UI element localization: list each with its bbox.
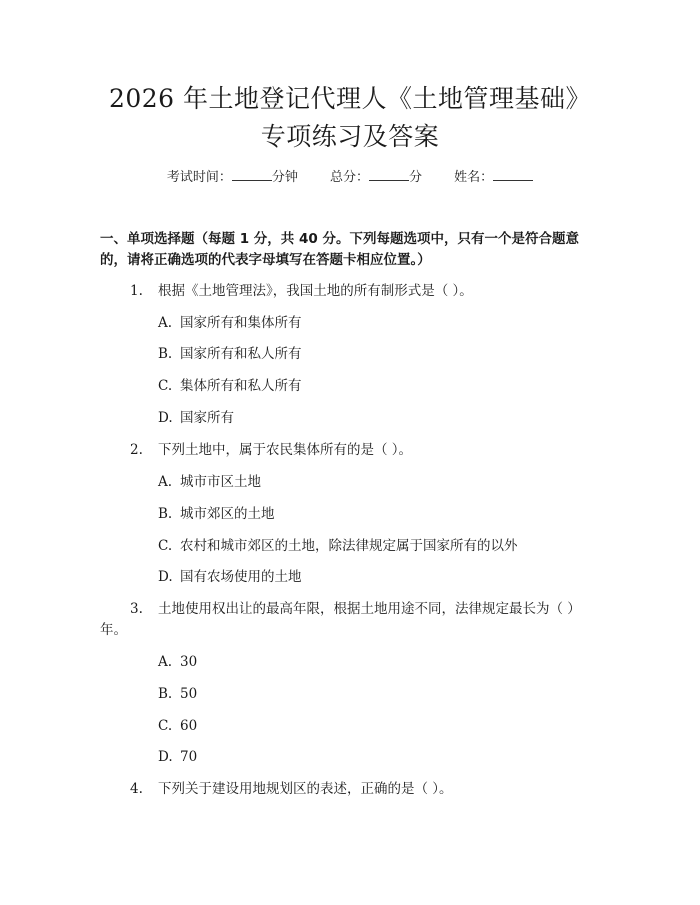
option-text: 国家所有和集体所有 xyxy=(180,315,302,331)
name-label: 姓名： xyxy=(454,170,494,185)
exam-time-unit: 分钟 xyxy=(271,170,298,185)
question-1-option-c xyxy=(158,376,598,397)
option-text: 30 xyxy=(180,654,198,670)
page-title: 2026 年土地登记代理人《土地管理基础》专项练习及答案 xyxy=(108,84,592,151)
option-letter: A. xyxy=(158,474,173,490)
option-text: 60 xyxy=(180,718,198,734)
question-2 xyxy=(100,440,600,461)
section-heading: 一、单项选择题（每题 1 分，共 40 分。下列每题选项中，只有一个是符合题意的，请将正确选项的代表字母填写在答题卡相应位置。） xyxy=(100,231,579,268)
option-letter: B. xyxy=(158,506,173,522)
total-score-blank xyxy=(369,168,409,181)
option-text: 城市郊区的土地 xyxy=(180,506,275,522)
name-field xyxy=(454,170,533,185)
option-letter: D. xyxy=(158,569,173,585)
exam-time-field xyxy=(167,170,298,185)
option-text: 农村和城市郊区的土地，除法律规定属于国家所有的以外 xyxy=(180,538,518,554)
question-number: 3. xyxy=(130,601,143,617)
question-3-option-a xyxy=(158,652,598,673)
question-1-option-a xyxy=(158,313,598,334)
question-2-option-c xyxy=(158,536,598,557)
exam-meta xyxy=(0,168,700,188)
question-1-option-d xyxy=(158,408,598,429)
option-text: 集体所有和私人所有 xyxy=(180,378,302,394)
question-3-option-b xyxy=(158,684,598,705)
question-3 xyxy=(100,599,600,641)
option-text: 城市市区土地 xyxy=(180,474,261,490)
question-3-option-d xyxy=(158,747,598,768)
question-4 xyxy=(100,779,600,800)
option-letter: C. xyxy=(158,538,173,554)
name-blank xyxy=(493,168,533,181)
question-text: 根据《土地管理法》，我国土地的所有制形式是（ ）。 xyxy=(158,283,473,299)
option-text: 50 xyxy=(180,686,198,702)
question-number: 4. xyxy=(130,781,143,797)
option-text: 国有农场使用的土地 xyxy=(180,569,302,585)
question-text: 下列土地中，属于农民集体所有的是（ ）。 xyxy=(158,442,413,458)
exam-time-blank xyxy=(232,168,272,181)
question-2-option-a xyxy=(158,472,598,493)
question-3-option-c xyxy=(158,716,598,737)
option-letter: A. xyxy=(158,315,173,331)
question-2-option-b xyxy=(158,504,598,525)
option-letter: B. xyxy=(158,686,173,702)
option-text: 70 xyxy=(180,749,198,765)
option-text: 国家所有和私人所有 xyxy=(180,346,302,362)
option-text: 国家所有 xyxy=(180,410,234,426)
option-letter: D. xyxy=(158,410,173,426)
question-2-option-d xyxy=(158,567,598,588)
total-score-label: 总分： xyxy=(329,170,369,185)
question-text: 下列关于建设用地规划区的表述，正确的是（ ）。 xyxy=(158,781,453,797)
option-letter: C. xyxy=(158,718,173,734)
option-letter: D. xyxy=(158,749,173,765)
question-text: 土地使用权出让的最高年限，根据土地用途不同，法律规定最长为（ ）年。 xyxy=(100,601,581,638)
question-number: 1. xyxy=(130,283,143,299)
option-letter: C. xyxy=(158,378,173,394)
option-letter: B. xyxy=(158,346,173,362)
question-number: 2. xyxy=(130,442,143,458)
total-score-field xyxy=(330,170,422,185)
total-score-unit: 分 xyxy=(409,170,423,185)
question-1 xyxy=(100,281,600,302)
exam-time-label: 考试时间： xyxy=(166,170,232,185)
question-1-option-b xyxy=(158,344,598,365)
option-letter: A. xyxy=(158,654,173,670)
